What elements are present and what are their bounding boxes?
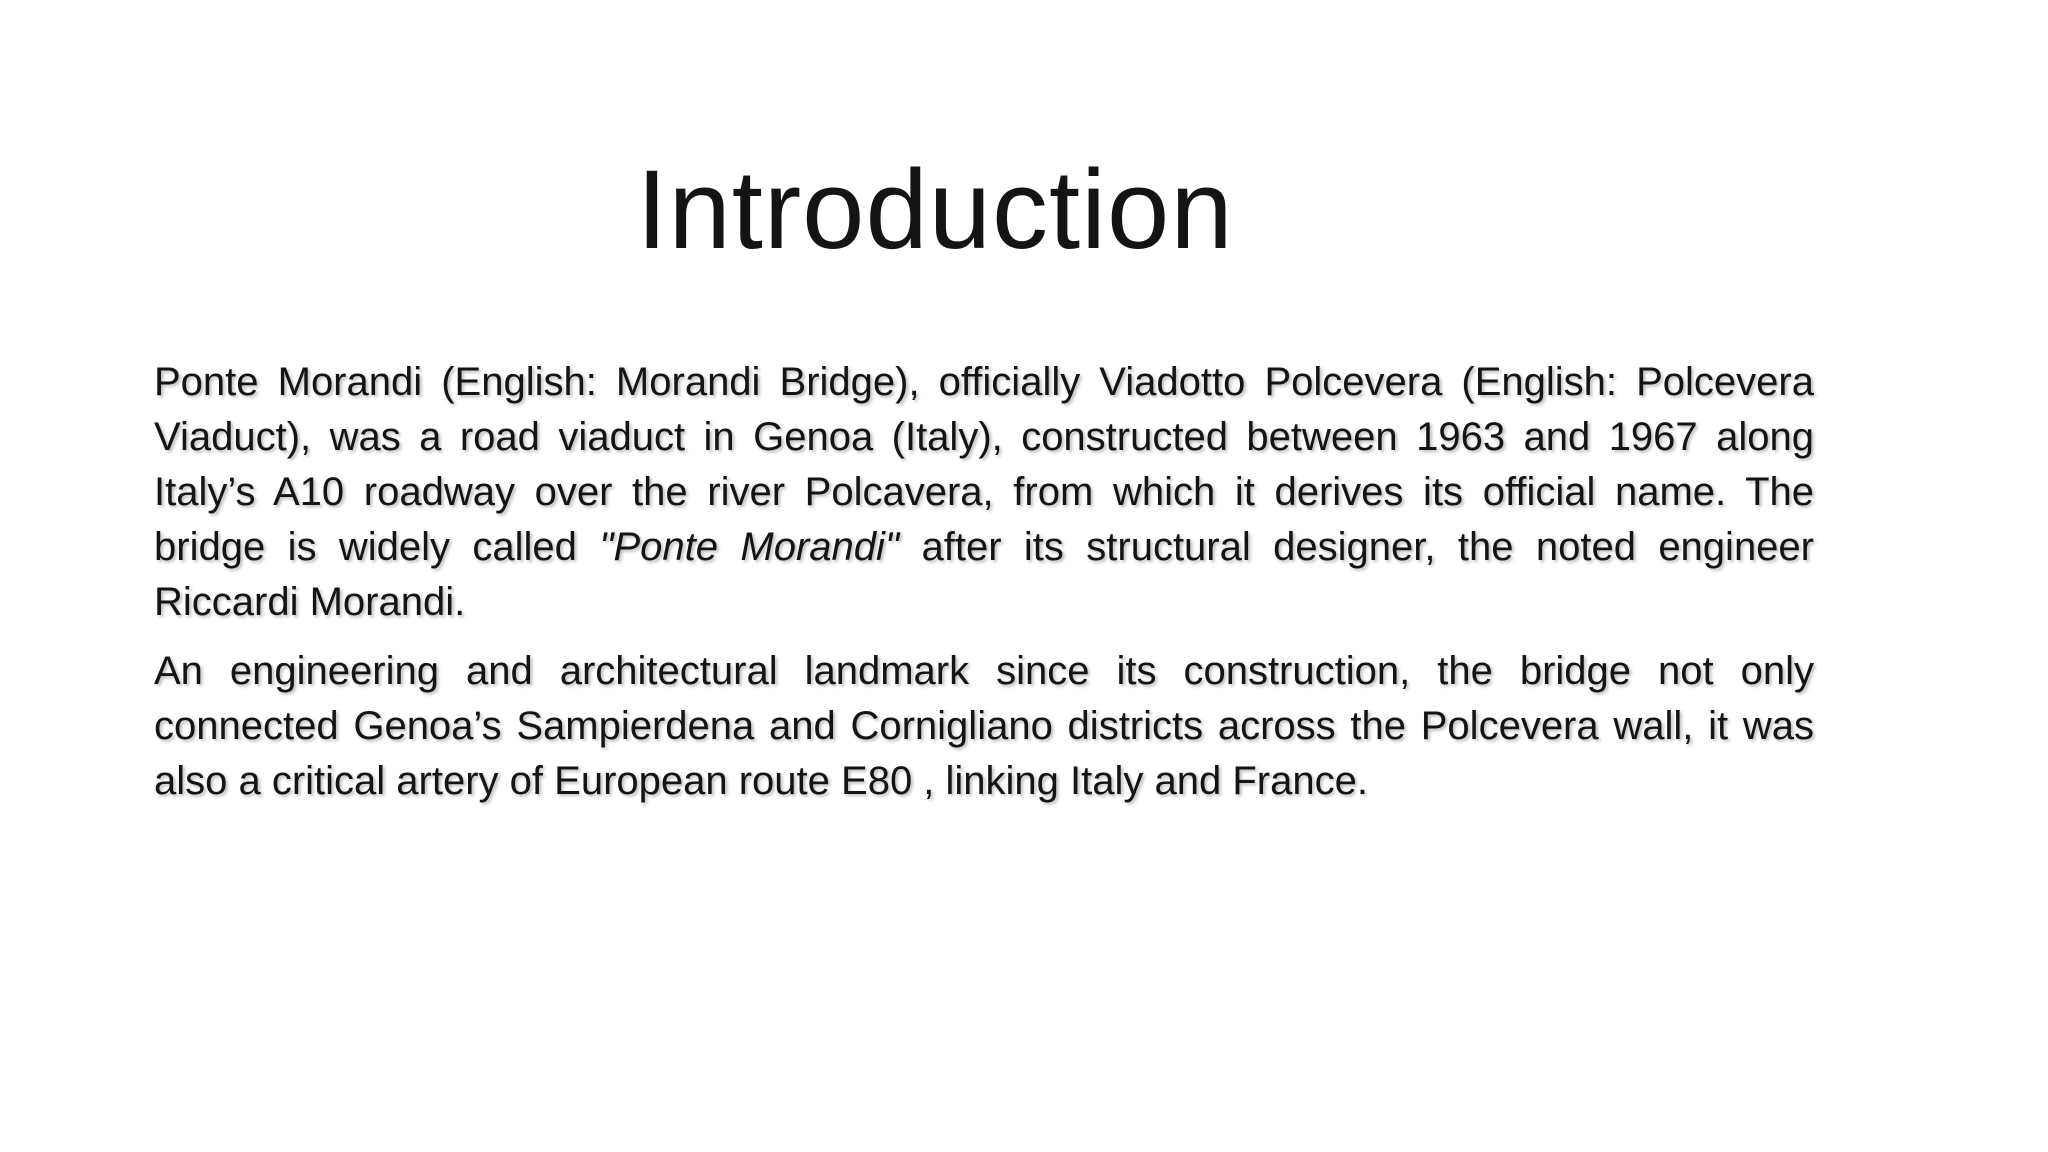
paragraph-1-text-end: after its structural designer, the noted engineer Riccardi Morandi. [154, 525, 1814, 624]
paragraph-1-text-start: Ponte Morandi (English: Morandi Bridge), officially Viadotto Polcevera (English: Polcevera Viaduct), was a road viaduct in Genoa (Italy), constructed between 1963 and 1967 along Italy’s A10 roadway over the river Polcavera, from which it derives its official name. The bridge is widely called [154, 360, 1814, 569]
slide-body [154, 355, 1814, 823]
body-paragraph-1 [154, 355, 1814, 630]
body-paragraph-2: An engineering and architectural landmark since its construction, the bridge not only connected Genoa’s Sampierdena and Cornigliano districts across the Polcevera wall, it was also a critical artery of European route E80 , linking Italy and France. [154, 649, 1814, 803]
slide-title: Introduction [636, 147, 1234, 272]
paragraph-1-italic-name: "Ponte Morandi" [599, 525, 900, 569]
